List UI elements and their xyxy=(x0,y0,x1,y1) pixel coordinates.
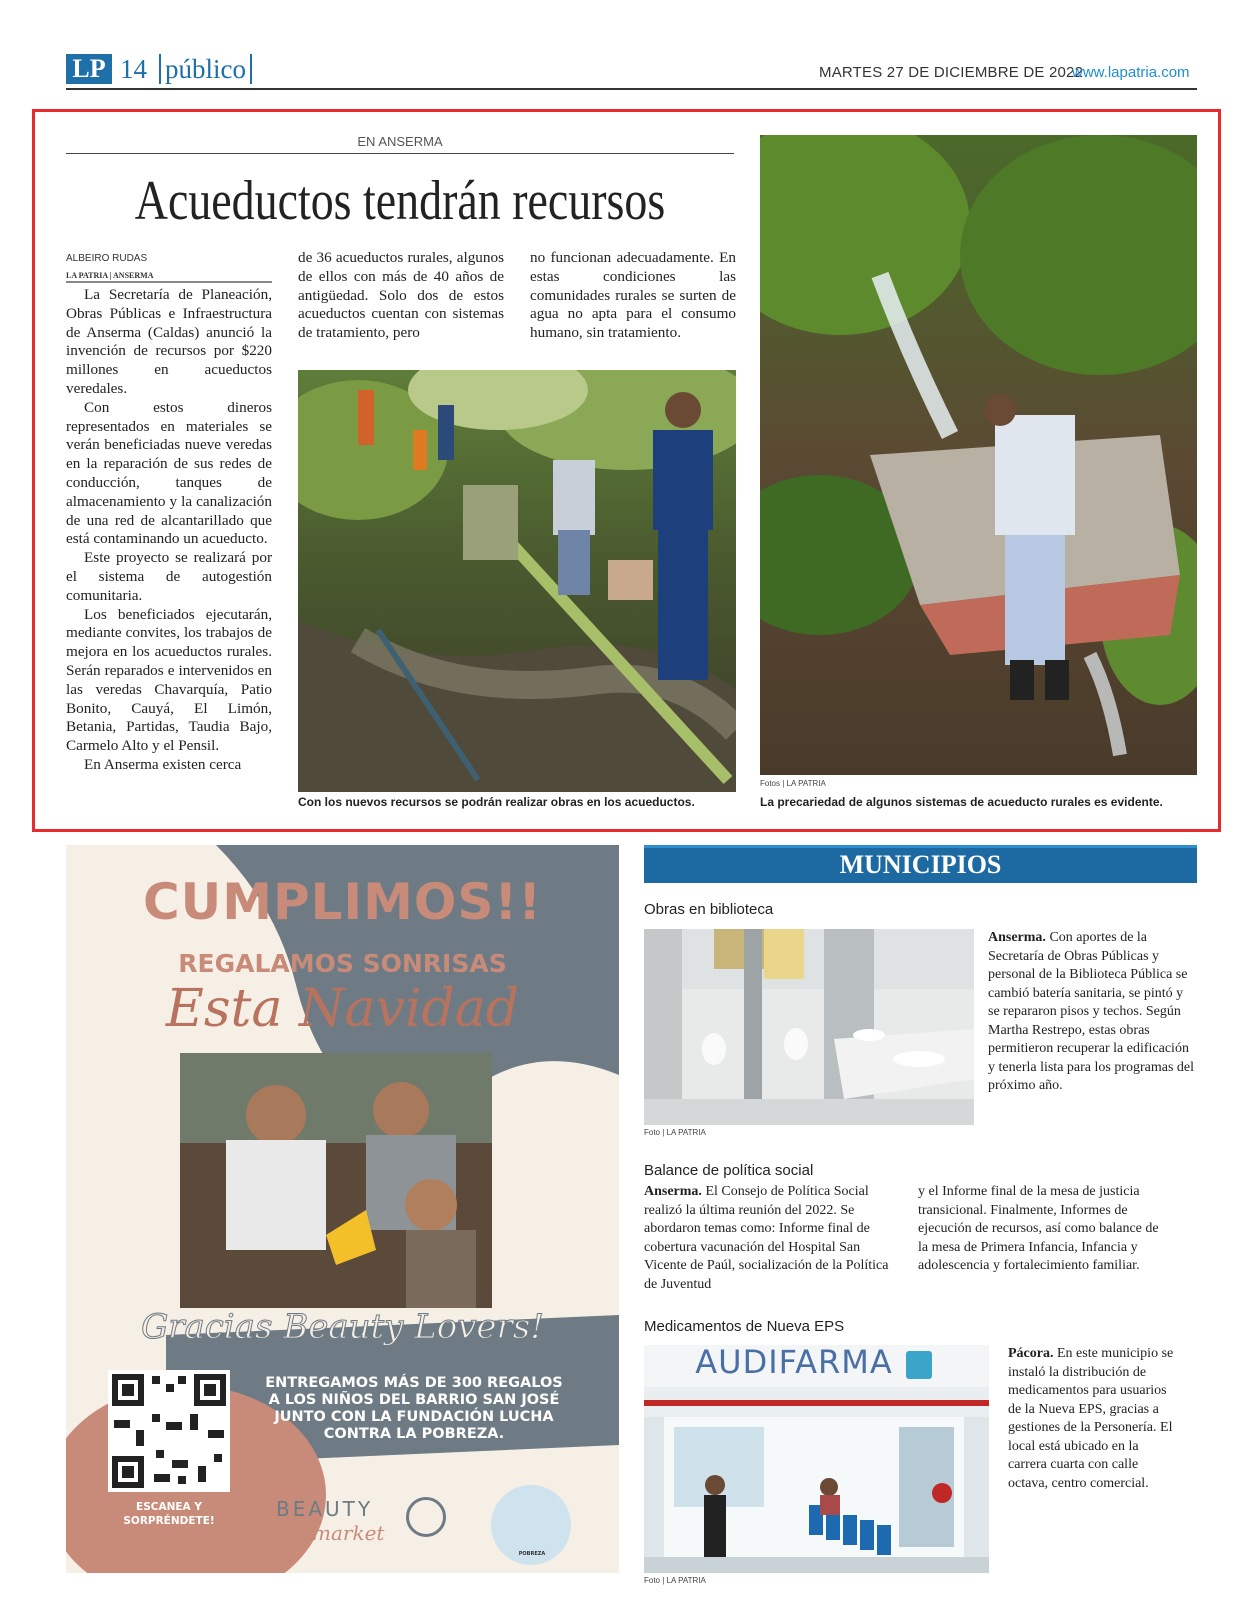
municipio-body: En este municipio se instaló la distribución de medicamentos para usuarios de la Nueva EPS, gracias a gestiones de la Personería. El local está ubicado en la carrera cuarta con calle octava, centro comercial. xyxy=(1008,1346,1174,1491)
header-rule xyxy=(66,88,1197,90)
qr-label: ESCANEA Y SORPRÉNDETE! xyxy=(123,1501,215,1527)
site-url[interactable]: www.lapatria.com xyxy=(1072,64,1190,81)
article-kicker: EN ANSERMA xyxy=(66,134,734,154)
page-number: 14 xyxy=(120,54,147,84)
municipio-text-col2: y el Informe final de la mesa de justicia transicional. Finalmente, Informes de ejecución de recursos, así como balance de la mesa de Primera Infancia, Infancia y adolescencia y fortalecimiento familiar. xyxy=(918,1184,1159,1273)
section-name: público xyxy=(159,54,252,84)
photo-credit: Fotos | LA PATRIA xyxy=(760,779,826,788)
hand-logo-icon xyxy=(906,1351,932,1379)
municipio-text xyxy=(644,1183,892,1294)
municipios-banner xyxy=(644,845,1197,883)
ad-body: ENTREGAMOS MÁS DE 300 REGALOS A LOS NIÑOS DEL BARRIO SAN JOSÉ JUNTO CON LA FUNDACIÓN LUCHA CONTRA LA POBREZA. xyxy=(265,1375,563,1442)
municipio-lead: Anserma. xyxy=(644,1184,702,1199)
foundation-badge-text: POBREZA xyxy=(518,1551,546,1557)
ad-script-title: Esta Navidad xyxy=(165,979,520,1039)
municipio-body: Con aportes de la Secretaría de Obras Públicas y personal de la Biblioteca Pública se cambió batería sanitaria, se pintó y se repararon pisos y techos. Según Martha Restrepo, estas obras permitieron recuperar la edificación y tenerla lista para los programas del próximo año. xyxy=(988,930,1195,1093)
photo-library-bathroom xyxy=(644,929,974,1125)
article-column-1 xyxy=(66,286,272,775)
article-headline: Acueductos tendrán recursos xyxy=(134,170,666,232)
municipio-lead: Pácora. xyxy=(1008,1346,1054,1361)
municipio-heading: Obras en biblioteca xyxy=(644,901,774,918)
ad-thanks-script: Gracias Beauty Lovers! xyxy=(141,1307,544,1347)
municipio-text xyxy=(1008,1345,1178,1493)
municipio-heading: Medicamentos de Nueva EPS xyxy=(644,1318,845,1335)
photo-caption: La precariedad de algunos sistemas de acueducto rurales es evidente. xyxy=(760,795,1163,809)
brand-sub: market xyxy=(312,1521,385,1545)
brand-logo-icon xyxy=(406,1497,446,1537)
municipio-lead: Anserma. xyxy=(988,930,1046,945)
photo-audifarma xyxy=(644,1345,989,1573)
article-paragraph: Con estos dineros representados en materiales se verán beneficiadas nueve veredas en la reparación de sus redes de conducción, tanques de almacenamiento y la canalización de una red de alcantarillado que está contaminando un acueducto. xyxy=(66,398,272,548)
ad-headline: CUMPLIMOS!! xyxy=(142,873,543,931)
ad-subhead: REGALAMOS SONRISAS xyxy=(178,949,507,978)
author-rule xyxy=(66,281,272,283)
qr-code[interactable] xyxy=(108,1370,230,1492)
photo-water-tank xyxy=(760,135,1197,775)
article-paragraph: Este proyecto se realizará por el sistema de autogestión comunitaria. xyxy=(66,549,272,604)
photo-credit: Foto | LA PATRIA xyxy=(644,1576,706,1585)
article-paragraph: La Secretaría de Planeación, Obras Públicas e Infraestructura de Anserma (Caldas) anunció la invención de recursos por $220 millones en acueductos veredales. xyxy=(66,286,272,397)
audifarma-sign: AUDIFARMA xyxy=(695,1345,893,1381)
newspaper-logo: LP xyxy=(66,54,112,84)
municipios-title: MUNICIPIOS xyxy=(839,850,1002,879)
photo-credit: Foto | LA PATRIA xyxy=(644,1128,706,1137)
article-paragraph: En Anserma existen cerca xyxy=(84,755,242,773)
municipio-heading: Balance de política social xyxy=(644,1162,814,1179)
advertisement[interactable] xyxy=(66,845,619,1573)
issue-date: MARTES 27 DE DICIEMBRE DE 2022 xyxy=(819,64,1084,81)
author-credit: LA PATRIA | ANSERMA xyxy=(66,271,154,280)
municipio-body: El Consejo de Política Social realizó la última reunión del 2022. Se abordaron temas como: Informe final de cobertura vacunación del Hospital San Vicente de Paúl, socialización de la Política de Juventud xyxy=(644,1184,889,1292)
photo-caption: Con los nuevos recursos se podrán realizar obras en los acueductos. xyxy=(298,795,695,809)
article-paragraph: Los beneficiados ejecutarán, mediante convites, los trabajos de mejora en los acueductos rurales. Serán reparados e intervenidos en las veredas Chavarquía, Patio Bonito, Cauyá, El Limón, Betania, Partidas, Taudia Bajo, Carmelo Alto y el Pensil. xyxy=(66,605,272,755)
article-author: ALBEIRO RUDAS xyxy=(66,253,148,264)
photo-workers-stream xyxy=(298,370,736,792)
brand-name: BEAUTY xyxy=(276,1497,374,1521)
municipio-text xyxy=(988,929,1197,1096)
article-column-3: no funcionan adecuadamente. En estas condiciones las comunidades rurales se surten de agua no apta para el consumo humano, sin tratamiento. xyxy=(530,249,736,342)
article-column-2: de 36 acueductos rurales, algunos de ellos con más de 40 años de antigüedad. Solo dos de estos acueductos cuentan con sistemas de tratamiento, pero xyxy=(298,249,504,342)
